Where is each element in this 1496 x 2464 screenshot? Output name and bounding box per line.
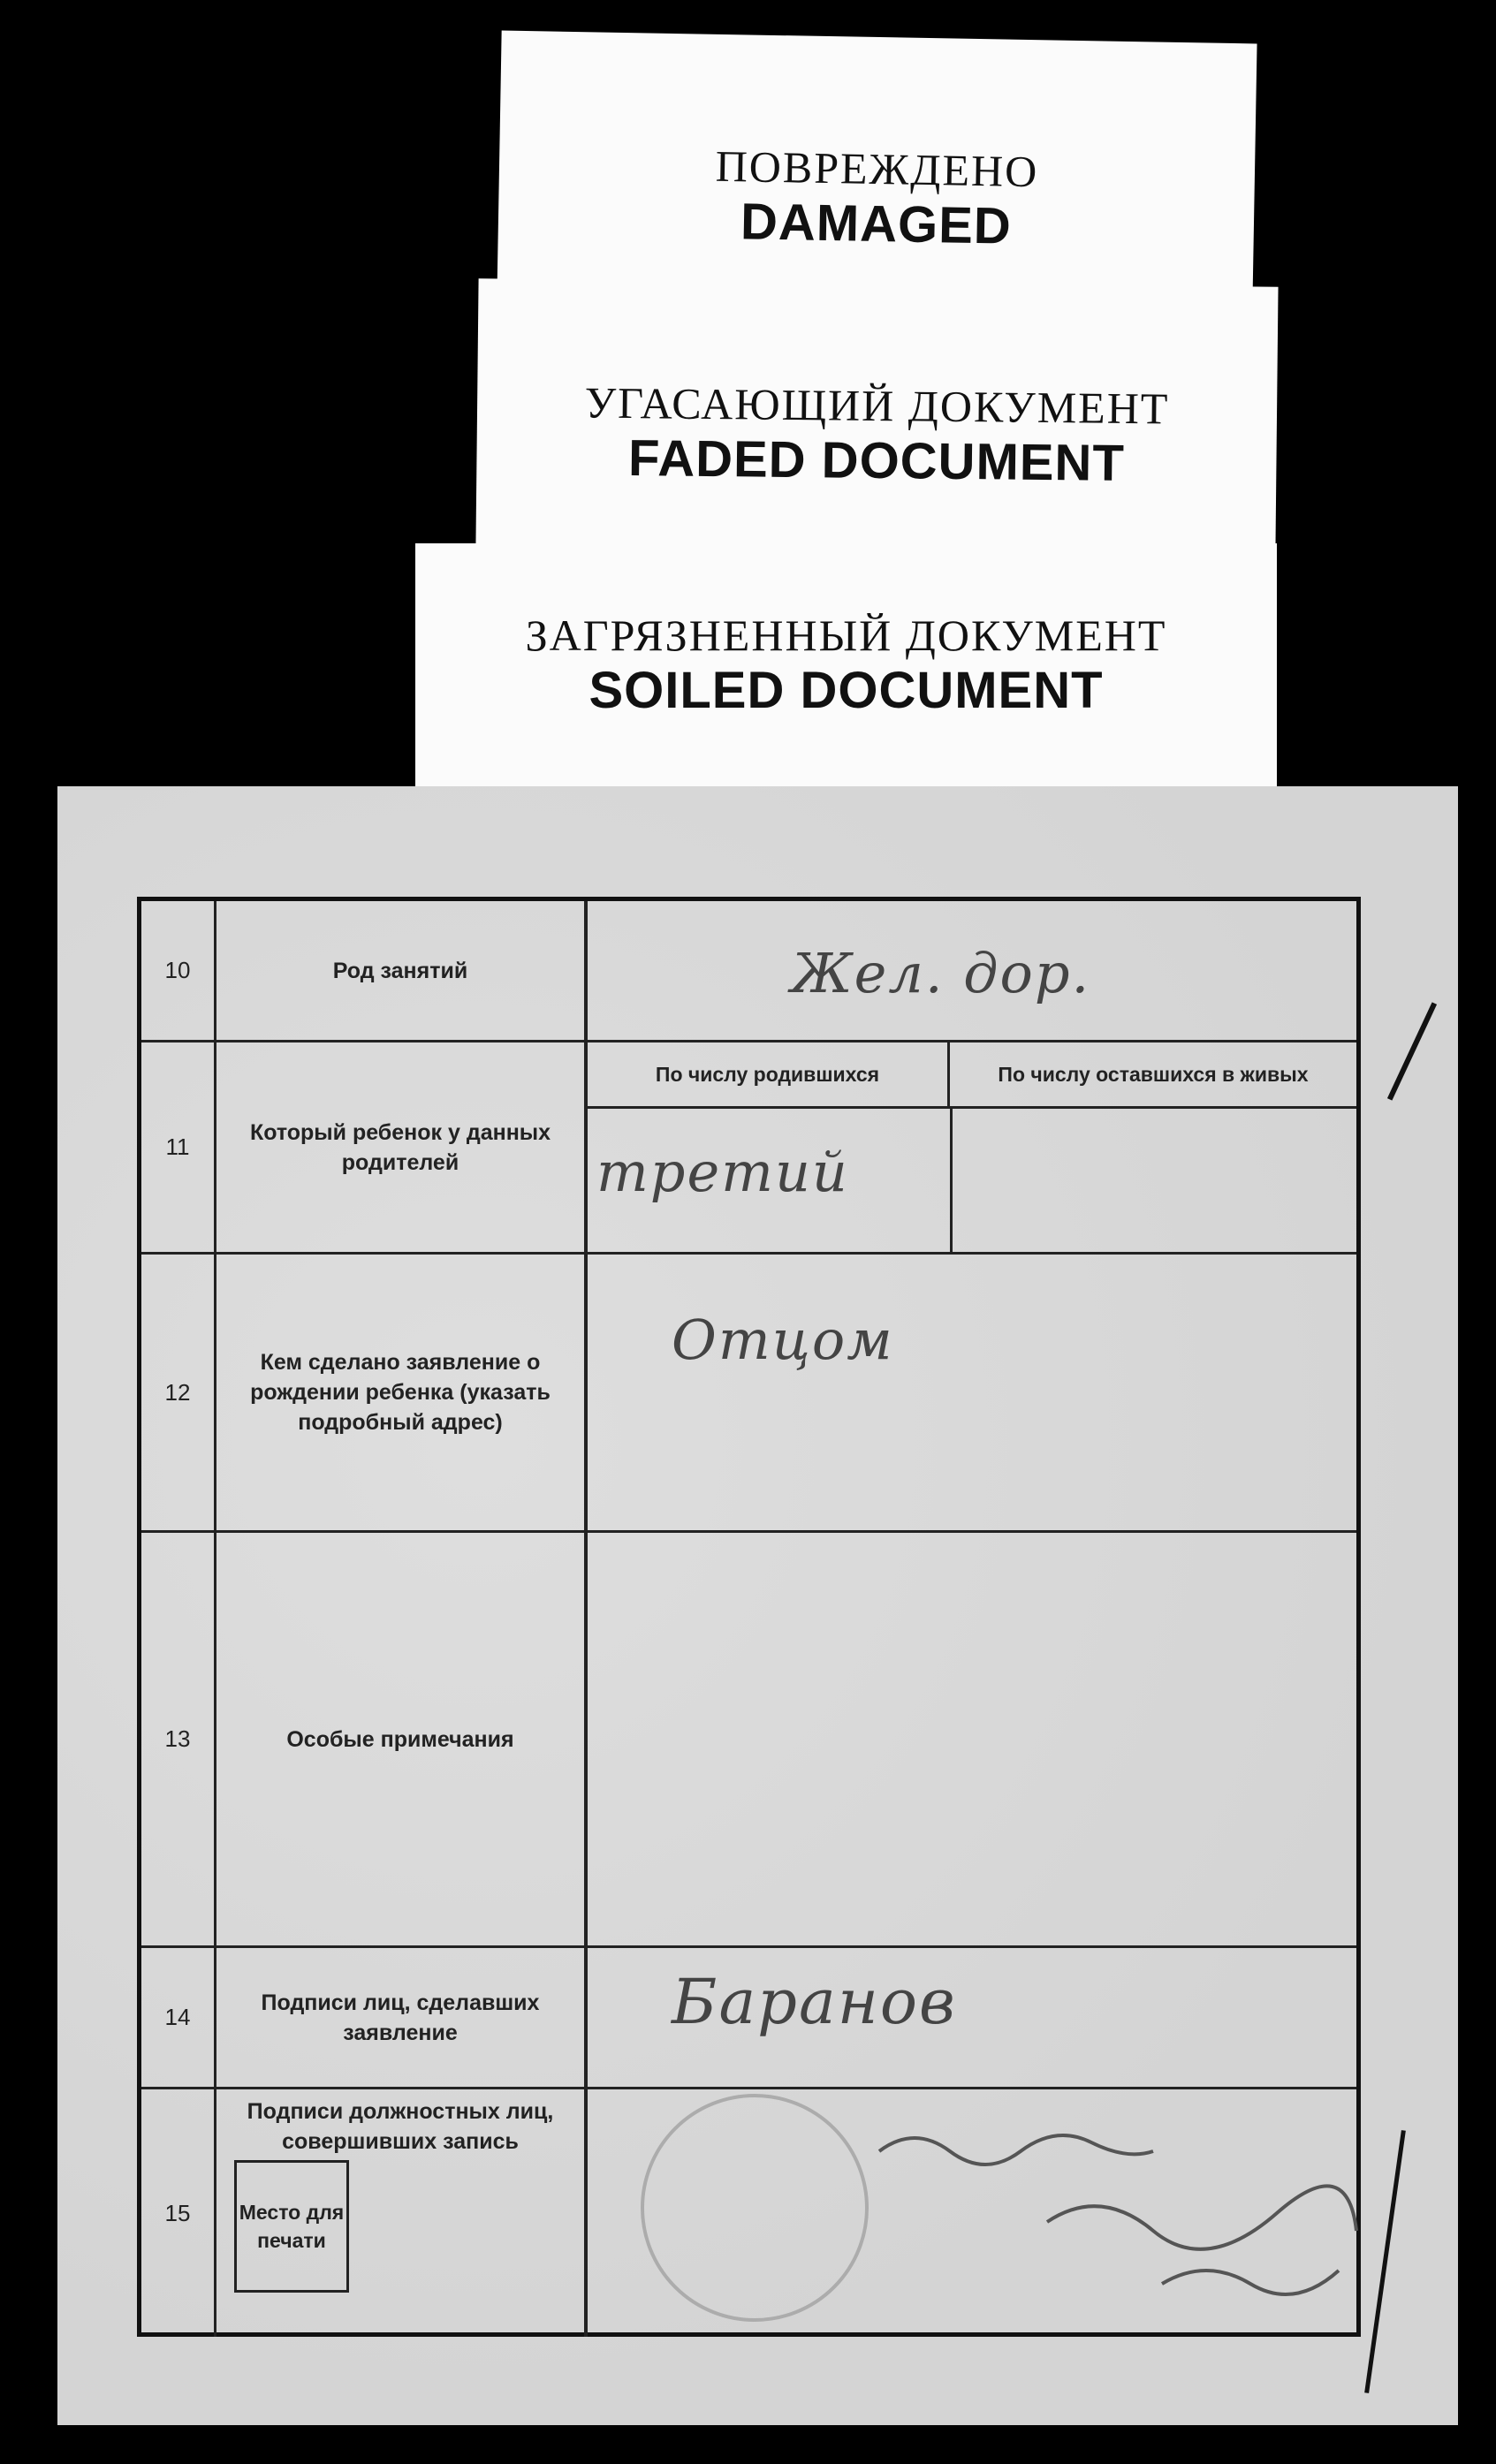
damaged-en-text: DAMAGED — [740, 193, 1013, 255]
row-value-cell — [588, 901, 1356, 1040]
row-label-wrap — [216, 2089, 588, 2337]
row-number: 13 — [141, 1533, 216, 1945]
tear-mark — [1387, 1002, 1437, 1100]
col-header-alive: По числу оставшихся в живых — [950, 1042, 1356, 1109]
record-form-table — [137, 897, 1361, 2337]
column-divider — [950, 1109, 953, 1252]
stamp-place-box: Место для печати — [234, 2160, 349, 2293]
faded-en-text: FADED DOCUMENT — [627, 429, 1126, 492]
row-label: Подписи лиц, сделавших заявление — [216, 1948, 588, 2087]
damaged-label-card — [497, 31, 1257, 309]
soiled-en-text: SOILED DOCUMENT — [589, 662, 1104, 719]
row-value-cell — [588, 2089, 1356, 2337]
faded-label-card — [475, 278, 1278, 551]
row-label: Подписи должностных лиц, совершивших запись — [247, 2099, 554, 2154]
official-seal — [641, 2094, 869, 2322]
row-value-cell — [588, 1948, 1356, 2087]
row-value-cell — [588, 1042, 1356, 1252]
tear-mark — [1364, 2130, 1406, 2393]
col-header-born: По числу родившихся — [588, 1042, 950, 1109]
row-official-signatures — [141, 2089, 1356, 2337]
handwritten-occupation: Жел. дор. — [791, 941, 1091, 1005]
row-declarant — [141, 1255, 1356, 1533]
handwritten-signature: Баранов — [672, 1966, 957, 2038]
soiled-ru-text: ЗАГРЯЗНЕННЫЙ ДОКУМЕНТ — [525, 610, 1167, 660]
row-number: 14 — [141, 1948, 216, 2087]
row-number: 12 — [141, 1255, 216, 1530]
handwritten-child-order: третий — [596, 1140, 849, 1204]
faded-ru-text: УГАСАЮЩИЙ ДОКУМЕНТ — [584, 377, 1170, 434]
row-label: Кем сделано заявление о рождении ребенка (указать подробный адрес) — [216, 1255, 588, 1530]
damaged-ru-text: ПОВРЕЖДЕНО — [715, 140, 1039, 197]
row-occupation — [141, 901, 1356, 1042]
handwritten-declarant: Отцом — [672, 1308, 894, 1372]
row-child-order — [141, 1042, 1356, 1255]
record-page — [57, 786, 1458, 2425]
row-value-cell — [588, 1533, 1356, 1945]
official-signatures-scribble — [870, 2116, 1365, 2319]
row-declarant-signatures — [141, 1948, 1356, 2089]
row-special-notes — [141, 1533, 1356, 1948]
row-value-cell — [588, 1255, 1356, 1530]
row-number: 15 — [141, 2089, 216, 2337]
soiled-label-card — [415, 543, 1277, 791]
row-number: 10 — [141, 901, 216, 1040]
row-label: Род занятий — [216, 901, 588, 1040]
row-label: Который ребенок у данных родителей — [216, 1042, 588, 1252]
row-label: Особые примечания — [216, 1533, 588, 1945]
row-number: 11 — [141, 1042, 216, 1252]
